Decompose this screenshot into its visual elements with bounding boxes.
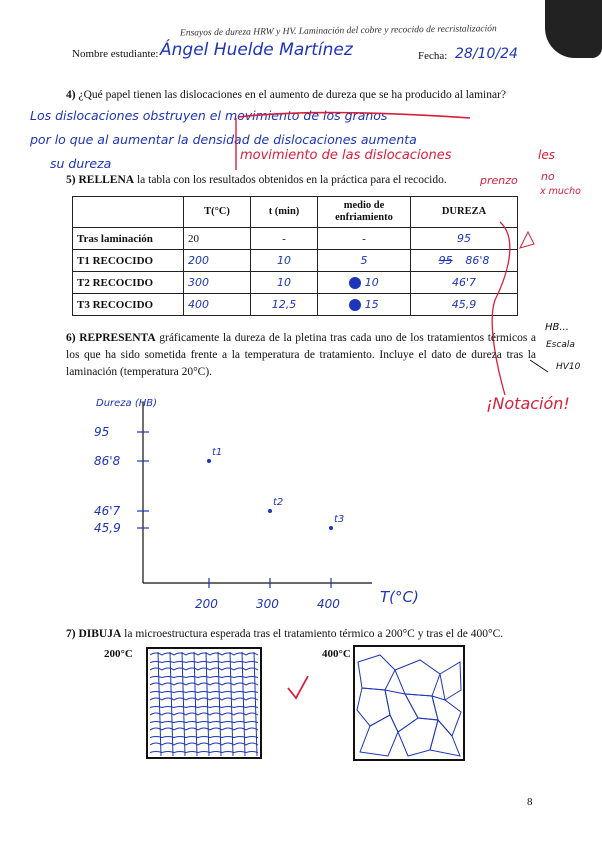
temp-cell: 400 <box>184 294 251 316</box>
grain-divider-200 <box>158 652 161 756</box>
q4-margin-note-4: x mucho <box>540 186 581 197</box>
q7-text: la microestructura esperada tras el tratamiento térmico a 200°C y tras el de 400°C. <box>124 628 504 640</box>
grain-divider-200 <box>230 652 233 756</box>
temp-cell: 300 <box>184 272 251 294</box>
hardness-cell: 45,9 <box>411 294 518 316</box>
micro-box-400 <box>354 646 464 760</box>
q6-margin-note-2: Escala <box>546 340 575 350</box>
hardness-value: 86'8 <box>465 254 490 267</box>
point-label: t2 <box>273 497 284 508</box>
grain-boundary-200 <box>150 692 258 693</box>
table-header-cell: t (min) <box>251 197 318 228</box>
grain-400 <box>357 688 390 726</box>
student-name: Ángel Huelde Martínez <box>160 40 353 60</box>
grain-boundary-200 <box>150 683 258 685</box>
q4-margin-note-1: les <box>538 148 555 162</box>
row-label: T3 RECOCIDO <box>73 294 184 316</box>
grain-400 <box>395 660 440 696</box>
grain-400 <box>405 694 438 720</box>
grain-400 <box>385 690 418 732</box>
grain-400 <box>358 655 395 690</box>
y-axis-label: Dureza (HB) <box>96 398 158 409</box>
q4-number: 4) <box>66 89 76 101</box>
time-cell: 10 <box>251 250 318 272</box>
q6-keyword: REPRESENTA <box>79 332 156 344</box>
q5-number: 5) <box>66 174 76 186</box>
student-label: Nombre estudiante: <box>72 48 159 60</box>
time-cell: 12,5 <box>251 294 318 316</box>
page-number: 8 <box>527 796 533 808</box>
grain-boundary-200 <box>150 752 258 753</box>
grain-boundary-200 <box>150 713 258 715</box>
grain-400 <box>440 662 461 700</box>
temp-cell: 200 <box>184 250 251 272</box>
q4-answer-line-2: por lo que al aumentar la densidad de dislocaciones aumenta <box>30 132 417 147</box>
q6-margin-note-3: HV10 <box>556 362 581 372</box>
y-tick-label: 45,9 <box>94 521 121 535</box>
q6-margin-note-1: HB... <box>545 322 569 333</box>
q4-margin-note-2: prenzo <box>480 174 518 187</box>
q6-text: gráficamente la dureza de la pletina tras cada uno de los tratamientos térmicos a los que ha sido sometida frente a la temperatura de tratamiento. Incluye el dato de dureza tras la laminación (temperatura 20°C). <box>66 332 537 378</box>
q6-margin-note-4: ¡Notación! <box>486 394 570 413</box>
grain-boundary-200 <box>150 707 258 708</box>
row-label: T2 RECOCIDO <box>73 272 184 294</box>
table-header-cell: T(°C) <box>184 197 251 228</box>
row-label: T1 RECOCIDO <box>73 250 184 272</box>
q4-margin-note-3: no <box>541 170 555 183</box>
q5-keyword: RELLENA <box>78 174 135 186</box>
grain-boundary-200 <box>150 668 258 670</box>
grain-boundary-200 <box>150 728 258 730</box>
hardness-cell: 46'7 <box>411 272 518 294</box>
q7-number: 7) <box>66 628 76 640</box>
q6-number: 6) <box>66 332 76 344</box>
grain-divider-200 <box>182 652 185 756</box>
date-value: 28/10/24 <box>455 46 518 62</box>
cooling-cell: - <box>318 228 411 250</box>
time-cell: - <box>251 228 318 250</box>
grain-divider-200 <box>218 652 221 756</box>
label-400c: 400°C <box>322 648 351 660</box>
x-tick-label: 400 <box>317 597 340 611</box>
label-200c: 200°C <box>104 648 133 660</box>
cooling-cell: 5 <box>318 250 411 272</box>
grain-divider-200 <box>170 652 173 756</box>
x-tick-label: 200 <box>195 597 218 611</box>
grain-boundary-200 <box>150 722 258 723</box>
time-cell: 10 <box>251 272 318 294</box>
row-label: Tras laminación <box>73 228 184 250</box>
y-tick-label: 95 <box>94 425 110 439</box>
grain-boundary-200 <box>150 743 258 745</box>
grain-boundary-200 <box>150 698 258 700</box>
crossed-value: 95 <box>438 254 453 267</box>
y-tick-label: 46'7 <box>94 504 121 518</box>
temp-cell: 20 <box>184 228 251 250</box>
x-axis-label: T(°C) <box>380 588 419 606</box>
cooling-value: 10 <box>364 276 379 289</box>
grain-boundary-200 <box>150 737 258 738</box>
date-label: Fecha: <box>418 50 448 62</box>
q5-text: la tabla con los resultados obtenidos en la práctica para el recocido. <box>136 174 447 186</box>
table-header-cell: DUREZA <box>411 197 518 228</box>
grain-divider-200 <box>242 652 245 756</box>
q4-answer-line-1: Los dislocaciones obstruyen el movimiento de los granos <box>30 108 388 123</box>
document-header-title: Ensayos de dureza HRW y HV. Laminación del cobre y recocido de recristalización <box>179 24 497 39</box>
q4-correction: movimiento de las dislocaciones <box>240 148 452 163</box>
y-tick-label: 86'8 <box>94 454 121 468</box>
hardness-cell: 95 <box>411 228 518 250</box>
point-label: t1 <box>212 447 223 458</box>
q4-text: ¿Qué papel tienen las dislocaciones en el aumento de dureza que se ha producido al laminar? <box>78 89 507 101</box>
cooling-value: 15 <box>364 298 379 311</box>
q7-keyword: DIBUJA <box>78 628 122 640</box>
q4-answer-line-3: su dureza <box>50 156 112 171</box>
grain-divider-200 <box>254 652 257 756</box>
grain-divider-200 <box>194 652 197 756</box>
table-header-cell: medio de enfriamiento <box>318 197 411 228</box>
grain-divider-200 <box>206 652 209 756</box>
point-label: t3 <box>334 514 345 525</box>
grain-boundary-200 <box>150 677 258 678</box>
x-tick-label: 300 <box>256 597 279 611</box>
